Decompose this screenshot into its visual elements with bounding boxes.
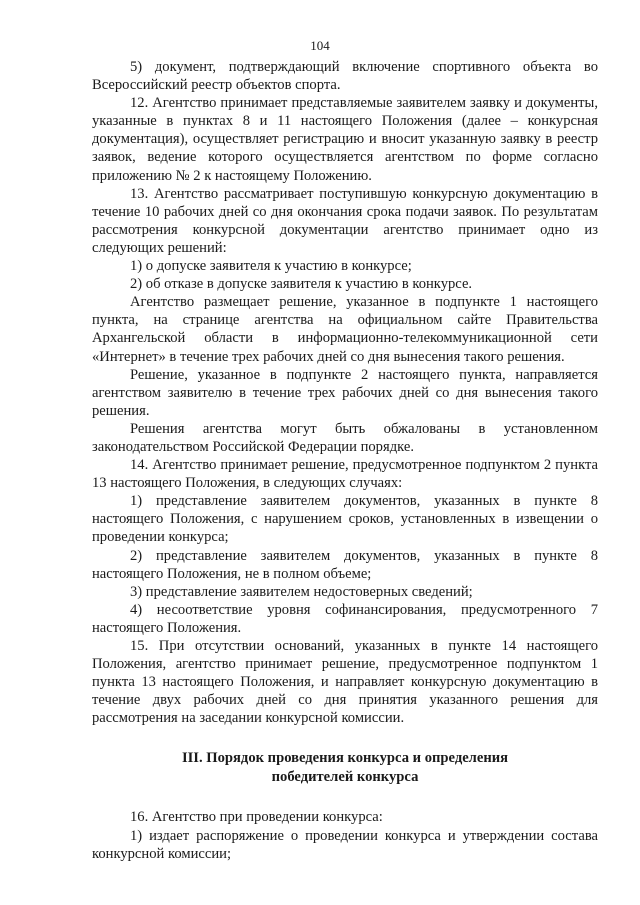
paragraph-item-5: 5) документ, подтверждающий включение спортивного объекта во Всероссийский реестр объектов спорта. bbox=[92, 59, 598, 94]
paragraph-13-item-2: 2) об отказе в допуске заявителя к участию в конкурсе. bbox=[130, 276, 473, 293]
paragraph-13-item-1: 1) о допуске заявителя к участию в конкурсе; bbox=[130, 258, 412, 275]
paragraph-14-item-2: 2) представление заявителем документов, указанных в пункте 8 настоящего Положения, не в полном объеме; bbox=[92, 547, 598, 582]
section-heading bbox=[92, 749, 598, 786]
paragraph-16: 16. Агентство при проведении конкурса: bbox=[130, 809, 383, 826]
section-heading-line-2: победителей конкурса bbox=[271, 768, 419, 785]
paragraph-13-appeal: Решения агентства могут быть обжалованы в установленном законодательством Российской Федерации порядке. bbox=[92, 420, 598, 455]
document-body bbox=[92, 58, 598, 863]
paragraph-15: 15. При отсутствии оснований, указанных в пункте 14 настоящего Положения, агентство принимает решение, предусмотренное подпунктом 1 пункта 13 настоящего Положения, и направляет конкурсную документацию в течение двух рабочих дней со дня принятия указанного решения для рассмотрения на заседании конкурсной комиссии. bbox=[92, 638, 598, 727]
paragraph-13-notification: Решение, указанное в подпункте 2 настоящего пункта, направляется агентством заявителю в течение трех рабочих дней со дня вынесения такого решения. bbox=[92, 366, 598, 419]
paragraph-14-item-1: 1) представление заявителем документов, указанных в пункте 8 настоящего Положения, с нарушением сроков, установленных в извещении о проведении конкурса; bbox=[92, 493, 598, 546]
paragraph-14-item-3: 3) представление заявителем недостоверных сведений; bbox=[130, 583, 473, 600]
paragraph-13: 13. Агентство рассматривает поступившую конкурсную документацию в течение 10 рабочих дней со дня окончания срока подачи заявок. По результатам рассмотрения конкурсной документации агентство принимает одно из следующих решений: bbox=[92, 185, 598, 256]
section-heading-line-1: III. Порядок проведения конкурса и определения bbox=[181, 750, 509, 767]
paragraph-16-item-1: 1) издает распоряжение о проведении конкурса и утверждении состава конкурсной комиссии; bbox=[92, 827, 598, 862]
paragraph-12: 12. Агентство принимает представляемые заявителем заявку и документы, указанные в пунктах 8 и 11 настоящего Положения (далее – конкурсная документация), осуществляет регистрацию и вносит указанную заявку в реестр заявок, ведение которого осуществляется агентством по форме согласно приложению № 2 к настоящему Положению. bbox=[92, 95, 598, 184]
page-number: 104 bbox=[310, 38, 330, 53]
paragraph-14-item-4: 4) несоответствие уровня софинансирования, предусмотренного 7 настоящего Положения. bbox=[92, 601, 598, 636]
paragraph-14: 14. Агентство принимает решение, предусмотренное подпунктом 2 пункта 13 настоящего Положения, в следующих случаях: bbox=[92, 457, 598, 492]
paragraph-13-publication: Агентство размещает решение, указанное в подпункте 1 настоящего пункта, на странице агентства на официальном сайте Правительства Архангельской области в информационно-телекоммуникационной сети «Интернет» в течение трех рабочих дней со дня вынесения такого решения. bbox=[92, 294, 598, 365]
